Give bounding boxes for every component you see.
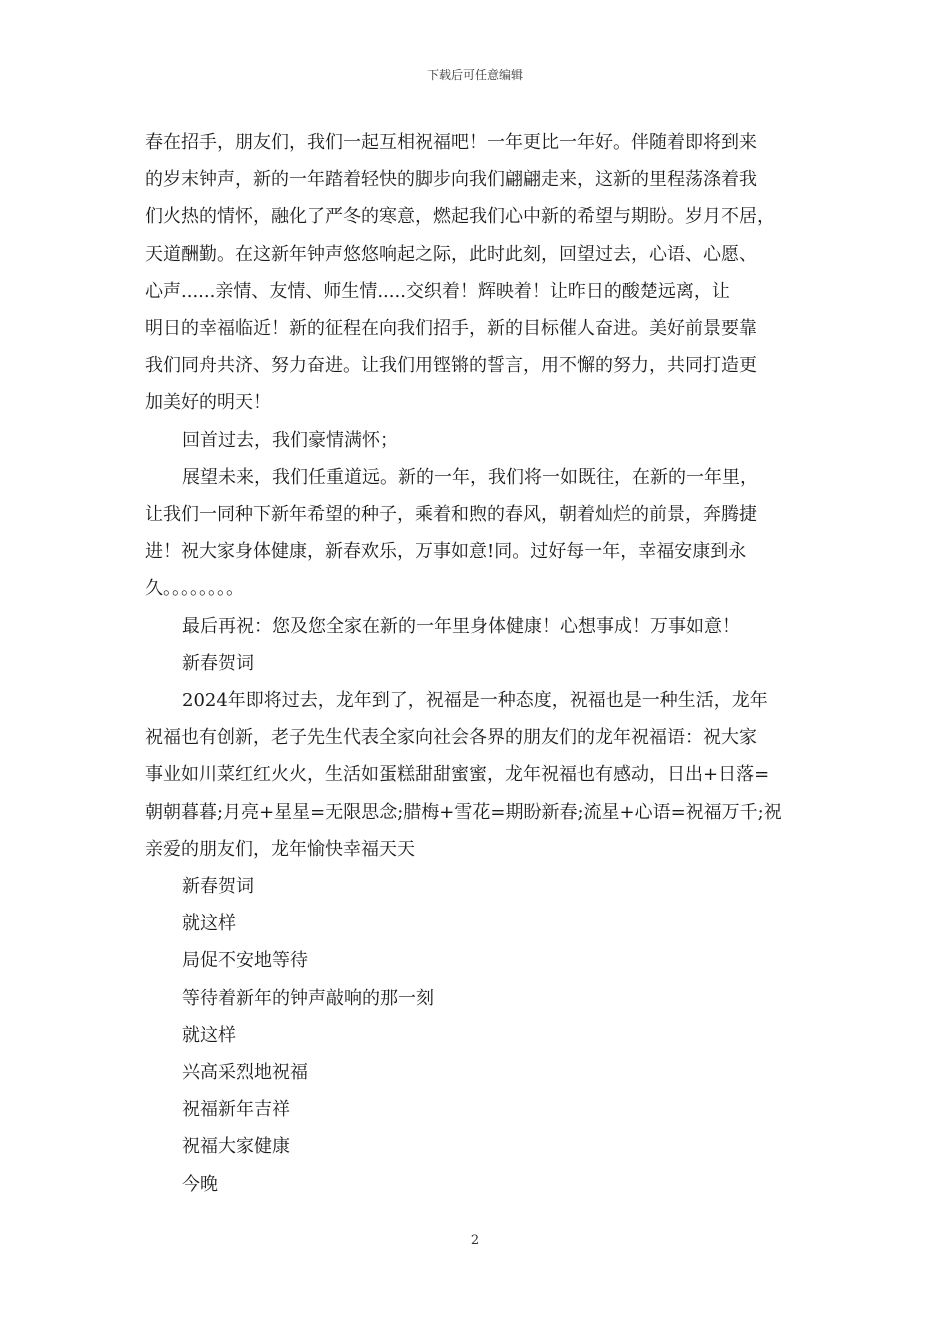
paragraph-line: 最后再祝：您及您全家在新的一年里身体健康！心想事成！万事如意！ [182, 615, 740, 637]
paragraph-line: 展望未来，我们任重道远。新的一年，我们将一如既往，在新的一年里， [182, 466, 758, 488]
paragraph-line: 春在招手，朋友们，我们一起互相祝福吧！一年更比一年好。伴随着即将到来 [145, 132, 757, 153]
paragraph-line: 让我们一同种下新年希望的种子，乘着和煦的春风，朝着灿烂的前景，奔腾捷 [145, 504, 757, 526]
paragraph-line: 心声......亲情、友情、师生情.....交织着！辉映着！让昨日的酸楚远离，让 [145, 280, 730, 302]
poem-line: 兴高采烈地祝福 [182, 1062, 308, 1084]
paragraph-line: 进！祝大家身体健康，新春欢乐，万事如意!同。过好每一年，幸福安康到永 [145, 541, 747, 563]
section-heading: 新春贺词 [182, 876, 254, 898]
page-header: 下载后可任意编辑 [426, 68, 523, 82]
poem-line: 就这样 [182, 1024, 236, 1046]
paragraph-line: 回首过去，我们豪情满怀； [182, 429, 398, 451]
poem-line: 今晚 [182, 1173, 218, 1195]
poem-line: 就这样 [182, 913, 236, 935]
poem-line: 等待着新年的钟声敲响的那一刻 [182, 987, 434, 1009]
paragraph-line: 事业如川菜红红火火，生活如蛋糕甜甜蜜蜜，龙年祝福也有感动，日出+日落= [145, 764, 770, 786]
paragraph-line: 我们同舟共济、努力奋进。让我们用铿锵的誓言，用不懈的努力，共同打造更 [145, 355, 757, 377]
paragraph-line: 加美好的明天！ [145, 392, 271, 414]
paragraph-line: 久。。。。。。。。 [145, 578, 244, 600]
document-body [145, 124, 808, 1203]
poem-line: 祝福大家健康 [182, 1136, 290, 1158]
paragraph-line: 祝福也有创新，老子先生代表全家向社会各界的朋友们的龙年祝福语：祝大家 [145, 727, 757, 749]
paragraph-line: 2024年即将过去，龙年到了，祝福是一种态度，祝福也是一种生活，龙年 [182, 690, 768, 712]
poem-line: 局促不安地等待 [182, 950, 308, 972]
paragraph-line: 亲爱的朋友们，龙年愉快幸福天天 [145, 838, 415, 860]
poem-line: 祝福新年吉祥 [182, 1099, 290, 1121]
page-number: 2 [470, 1233, 480, 1248]
paragraph-line: 的岁末钟声，新的一年踏着轻快的脚步向我们翩翩走来，这新的里程荡涤着我 [145, 169, 757, 191]
paragraph-line: 们火热的情怀，融化了严冬的寒意，燃起我们心中新的希望与期盼。岁月不居， [145, 206, 775, 228]
paragraph-line: 朝朝暮暮;月亮+星星=无限思念;腊梅+雪花=期盼新春;流星+心语=祝福万千;祝 [145, 801, 782, 823]
paragraph-line: 明日的幸福临近！新的征程在向我们招手，新的目标催人奋进。美好前景要靠 [145, 318, 757, 340]
section-heading: 新春贺词 [182, 652, 254, 674]
paragraph-line: 天道酬勤。在这新年钟声悠悠响起之际，此时此刻，回望过去，心语、心愿、 [145, 243, 757, 265]
